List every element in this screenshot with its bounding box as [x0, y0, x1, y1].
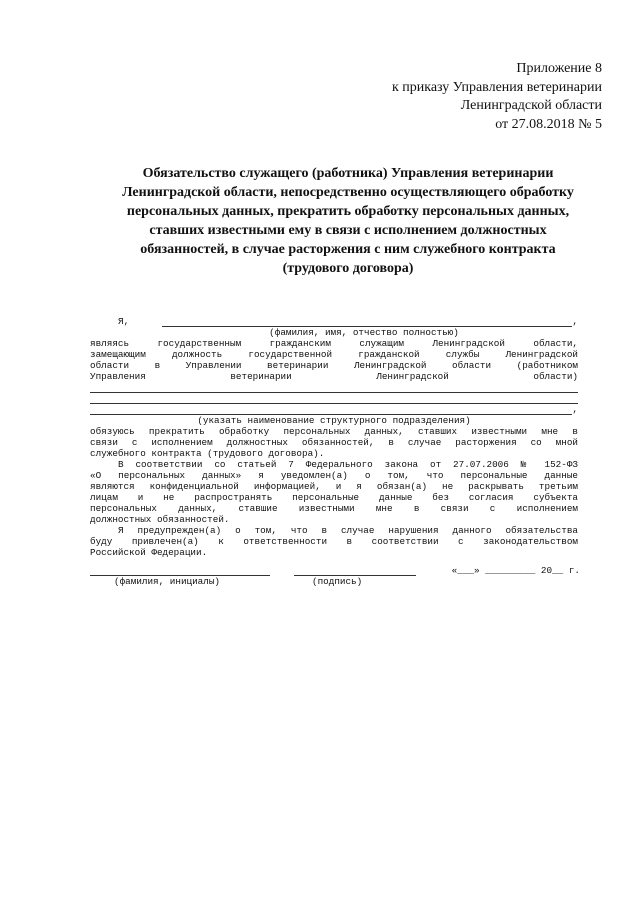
title-line: (трудового договора): [282, 261, 414, 276]
fio-caption: (фамилия, имя, отчество полностью): [269, 327, 459, 338]
fio-field[interactable]: [162, 316, 572, 327]
dept-caption: (указать наименование структурного подразделения): [197, 415, 471, 426]
dept-field-line-3[interactable]: [90, 404, 572, 415]
appendix-date: от 27.08.2018 № 5: [495, 116, 602, 132]
signature-field[interactable]: [294, 565, 416, 576]
law-line: В соответствии со статьей 7 Федерального закона от 27.07.2006 № 152-ФЗ: [118, 459, 578, 470]
appendix-order: к приказу Управления ветеринарии: [391, 79, 602, 95]
title-line: Обязательство служащего (работника) Управления ветеринарии: [142, 166, 554, 181]
signature-row: [90, 564, 578, 576]
appendix-header: [392, 60, 602, 134]
name-field[interactable]: [90, 565, 270, 576]
obligation-paragraph: [90, 426, 578, 459]
dept-field-line-2[interactable]: [90, 393, 578, 404]
title-line: ставших известными ему в связи с исполнением должностных: [149, 223, 547, 238]
status-line: области в Управлении ветеринарии Ленинградской области (работником: [90, 360, 578, 371]
obligation-line: связи с исполнением должностных обязанностей, в случае расторжения со мной: [90, 437, 578, 448]
name-caption: (фамилия, инициалы): [114, 576, 221, 587]
obligation-line: служебного контракта (трудового договора).: [90, 448, 325, 459]
law-line: персональных данных, ставшие известными мне в связи с исполнением: [90, 503, 578, 514]
document-title: [100, 164, 596, 278]
dept-comma: ,: [572, 404, 578, 415]
dept-field-row-3: [90, 404, 578, 415]
appendix-number: Приложение 8: [516, 61, 602, 76]
status-line: являясь государственным гражданским служащим Ленинградской области,: [90, 338, 578, 349]
title-line: персональных данных, прекратить обработку персональных данных,: [126, 204, 570, 219]
obligation-line: обязуюсь прекратить обработку персональных данных, ставших известными мне в: [90, 426, 578, 437]
dept-field-line-1[interactable]: [90, 382, 578, 393]
signature-captions: [90, 576, 578, 588]
signature-caption: (подпись): [312, 576, 363, 587]
warning-line: Я предупрежден(а) о том, что в случае нарушения данного обязательства: [118, 525, 578, 536]
law-line: лицам и не распространять персональные данные без согласия субъекта: [90, 492, 578, 503]
status-line: Управления ветеринарии Ленинградской области): [90, 371, 578, 382]
law-paragraph: [90, 459, 578, 525]
fio-comma: ,: [572, 316, 578, 327]
status-line: замещающим должность государственной гражданской службы Ленинградской: [90, 349, 578, 360]
fio-row: [90, 316, 578, 327]
i-label: Я,: [118, 316, 130, 327]
title-line: обязанностей, в случае расторжения с ним служебного контракта: [140, 242, 556, 257]
law-line: должностных обязанностей.: [90, 514, 230, 525]
law-line: «О персональных данных» я уведомлен(а) о том, что персональные данные: [90, 470, 578, 481]
warning-paragraph: [90, 525, 578, 558]
status-paragraph: [90, 338, 578, 382]
warning-line: буду привлечен(а) к ответственности в соответствии с законодательством: [90, 536, 578, 547]
warning-line: Российской Федерации.: [90, 547, 208, 558]
appendix-region: Ленинградской области: [460, 98, 602, 113]
obligation-form: [90, 316, 578, 588]
date-field[interactable]: «___» _________ 20__ г.: [451, 565, 580, 576]
title-line: Ленинградской области, непосредственно осуществляющего обработку: [122, 185, 574, 200]
law-line: являются конфиденциальной информацией, и я обязан(а) не раскрывать третьим: [90, 481, 578, 492]
